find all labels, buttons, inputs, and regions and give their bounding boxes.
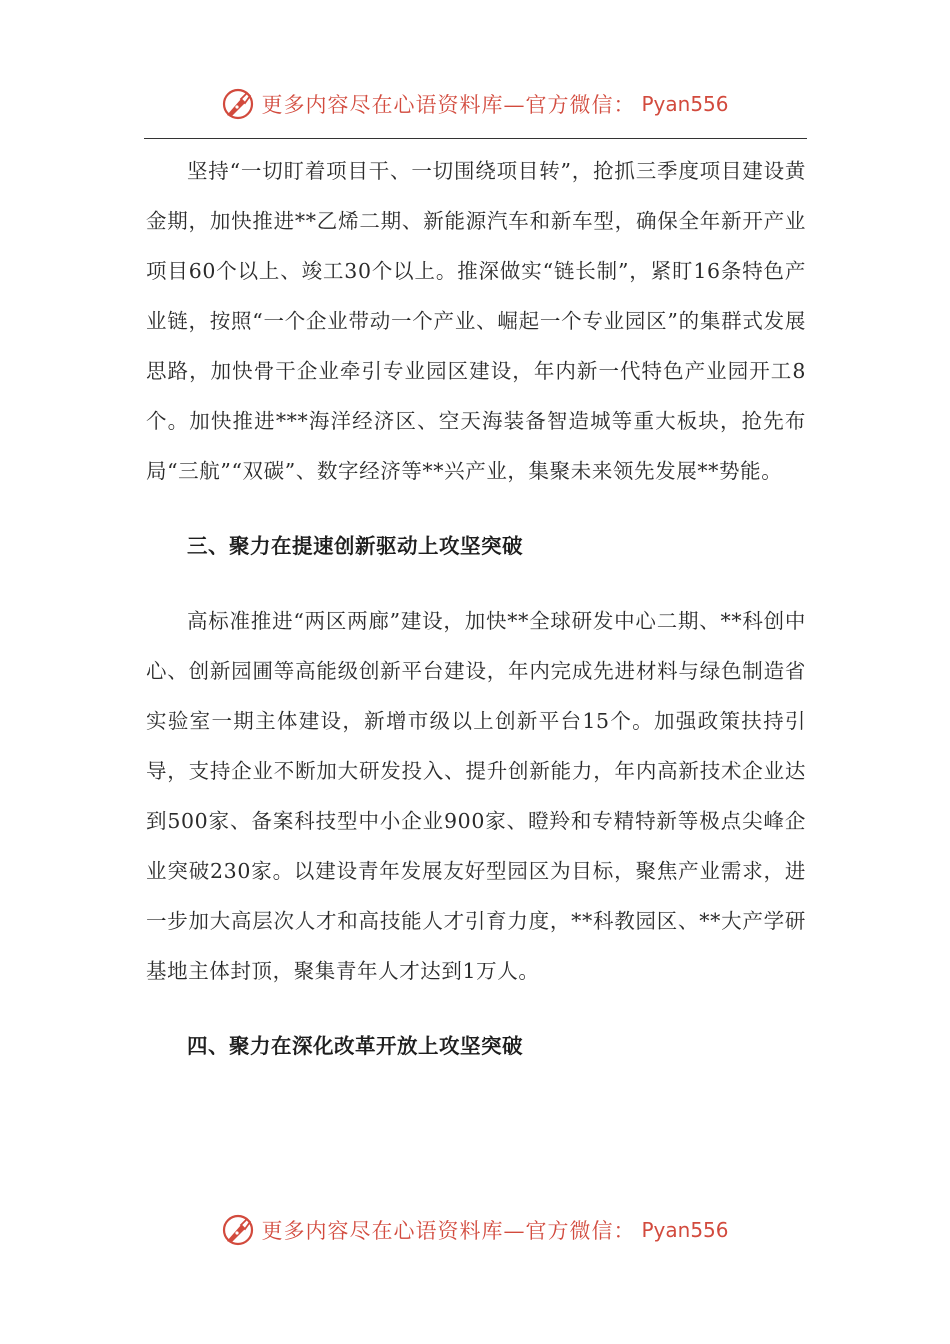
pen-nib-logo-icon — [221, 1213, 255, 1247]
section-heading-4: 四、聚力在深化改革开放上攻坚突破 — [187, 1034, 523, 1058]
pen-nib-logo-icon — [221, 87, 255, 121]
banner-text: 更多内容尽在心语资料库—官方微信： — [261, 93, 636, 117]
header-divider — [144, 138, 807, 139]
document-body — [146, 146, 806, 1071]
body-paragraph-1: 坚持“一切盯着项目干、一切围绕项目转”，抢抓三季度项目建设黄金期，加快推进**乙烯二期、新能源汽车和新车型，确保全年新开产业项目60个以上、竣工30个以上。推深做实“链长制”，紧盯16条特色产业链，按照“一个企业带动一个产业、崛起一个专业园区”的集群式发展思路，加快骨干企业牵引专业园区建设，年内新一代特色产业园开工8个。加快推进***海洋经济区、空天海装备智造城等重大板块，抢先布局“三航”“双碳”、数字经济等**兴产业，集聚未来领先发展**势能。 — [146, 159, 806, 483]
wechat-id: Pyan556 — [641, 92, 729, 116]
banner-text: 更多内容尽在心语资料库—官方微信： — [261, 1219, 636, 1243]
body-paragraph-2: 高标准推进“两区两廊”建设，加快**全球研发中心二期、**科创中心、创新园圃等高能级创新平台建设，年内完成先进材料与绿色制造省实验室一期主体建设，新增市级以上创新平台15个。加强政策扶持引导，支持企业不断加大研发投入、提升创新能力，年内高新技术企业达到500家、备案科技型中小企业900家、瞪羚和专精特新等极点尖峰企业突破230家。以建设青年发展友好型园区为目标，聚焦产业需求，进一步加大高层次人才和高技能人才引育力度，**科教园区、**大产学研基地主体封顶，聚集青年人才达到1万人。 — [146, 609, 806, 983]
paragraph-spacer — [146, 496, 806, 521]
paragraph-spacer — [146, 571, 806, 596]
footer-banner — [0, 1210, 950, 1250]
header-banner — [0, 84, 950, 124]
paragraph-spacer — [146, 996, 806, 1021]
wechat-id: Pyan556 — [641, 1218, 729, 1242]
section-heading-3: 三、聚力在提速创新驱动上攻坚突破 — [187, 534, 523, 558]
